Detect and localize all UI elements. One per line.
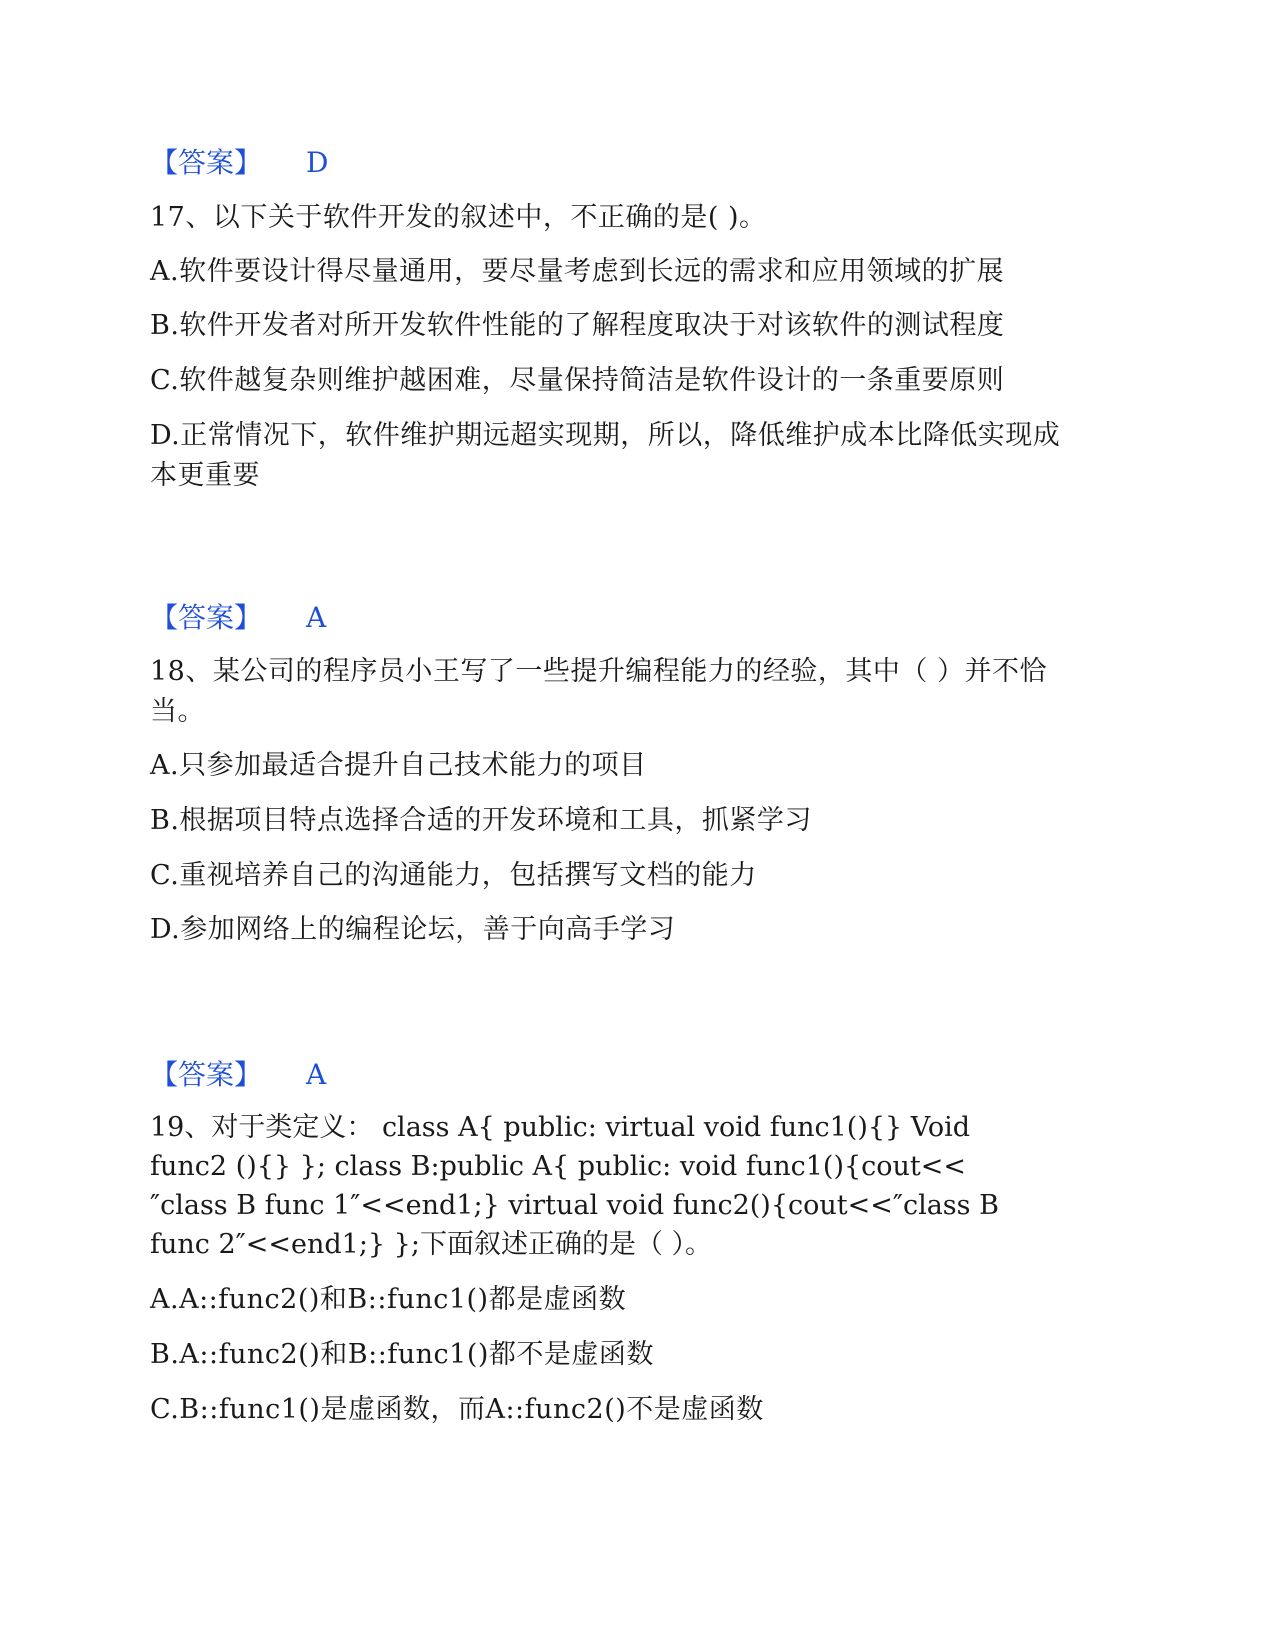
answer-value: D [306, 146, 329, 179]
question-18-option-b: B.根据项目特点选择合适的开发环境和工具，抓紧学习 [150, 805, 812, 836]
question-17-option-a: A.软件要设计得尽量通用，要尽量考虑到长远的需求和应用领域的扩展 [150, 256, 1005, 287]
question-19-option-b: B.A::func2()和B::func1()都不是虚函数 [150, 1339, 654, 1370]
answer-value: A [306, 601, 327, 634]
question-18-option-a: A.只参加最适合提升自己技术能力的项目 [150, 750, 647, 781]
question-19-line-2: func2 (){} }; class B:public A{ public: void func1(){cout<< [150, 1151, 967, 1182]
question-17-option-b: B.软件开发者对所开发软件性能的了解程度取决于对该软件的测试程度 [150, 310, 1005, 341]
answer-line [150, 601, 326, 635]
question-18-text: 18、某公司的程序员小王写了一些提升编程能力的经验，其中（ ）并不恰当。 [150, 656, 1047, 727]
question-18-option-c: C.重视培养自己的沟通能力，包括撰写文档的能力 [150, 860, 757, 891]
question-17-option-d: D.正常情况下，软件维护期远超实现期，所以，降低维护成本比降低实现成本更重要 [150, 420, 1061, 491]
question-19-line-4: func 2″<<end1;} };下面叙述正确的是（ ）。 [150, 1229, 713, 1260]
question-18-option-d: D.参加网络上的编程论坛，善于向高手学习 [150, 914, 676, 945]
question-17-option-c: C.软件越复杂则维护越困难，尽量保持简洁是软件设计的一条重要原则 [150, 365, 1005, 396]
answer-label: 【答案】 [150, 146, 263, 179]
question-19-option-c: C.B::func1()是虚函数，而A::func2()不是虚函数 [150, 1394, 764, 1425]
answer-label: 【答案】 [150, 1058, 263, 1091]
question-17-text: 17、以下关于软件开发的叙述中，不正确的是( )。 [150, 202, 767, 233]
answer-value: A [306, 1058, 327, 1091]
question-19-line-1: 19、对于类定义： class A{ public: virtual void func1(){} Void [150, 1112, 971, 1143]
question-19-option-a: A.A::func2()和B::func1()都是虚函数 [150, 1284, 627, 1315]
answer-label: 【答案】 [150, 601, 263, 634]
question-19-line-3: ″class B func 1″<<end1;} virtual void func2(){cout<<″class B [150, 1190, 999, 1221]
answer-line [150, 146, 328, 180]
answer-line [150, 1058, 326, 1092]
